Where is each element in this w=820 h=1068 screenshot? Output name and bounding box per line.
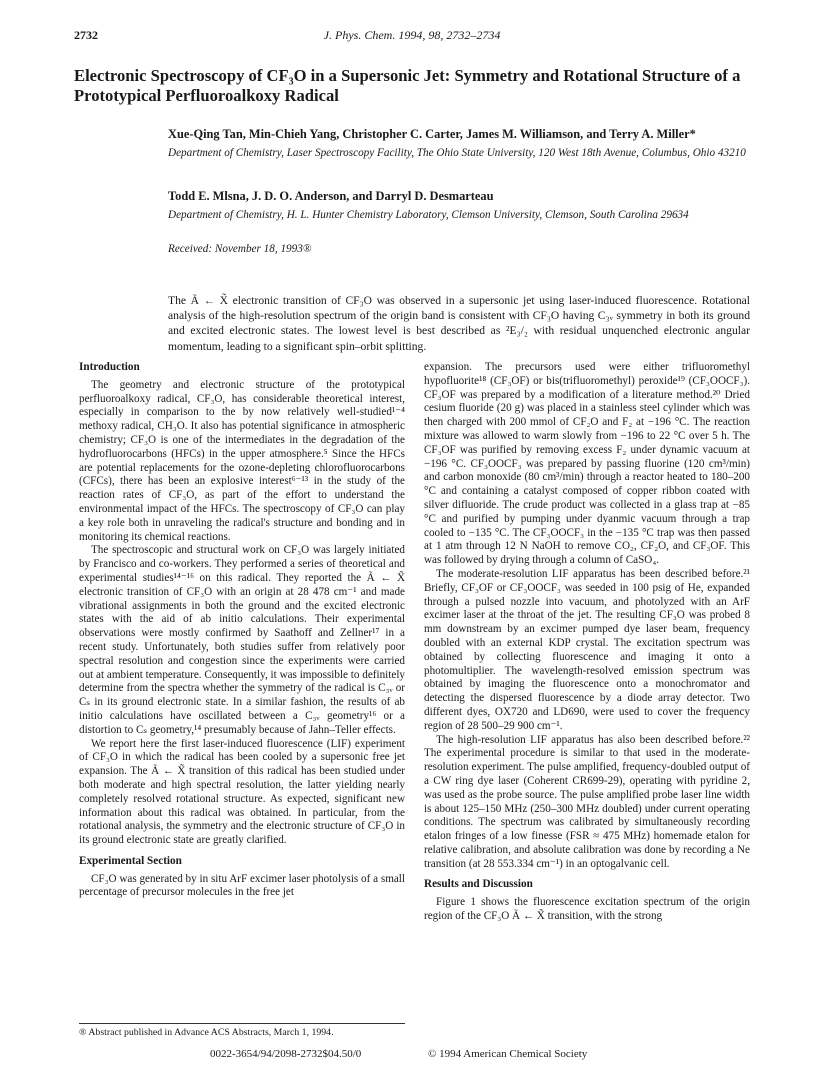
article-title: Electronic Spectroscopy of CF₃O in a Supersonic Jet: Symmetry and Rotational Structure of a Prototypical Perfluoroalkoxy Radical <box>74 66 741 105</box>
experimental-paragraph-2: expansion. The precursors used were either trifluoromethyl hypofluorite¹⁸ (CF₃OF) or bis(trifluoromethyl) peroxide¹⁹ (CF₃OOCF₃). CF₃OF was prepared by a modification of a literature method.²⁰ Dried cesium fluoride (20 g) was placed in a stainless steel cylinder which was then charged with 200 mmol of CF₂O and F₂ at −196 °C. The reaction mixture was allowed to warm slowly from −196 to 22 °C over 5 h. The CF₃OF was purified by removing excess F₂ under dynamic vacuum at −196 °C. CF₃OOCF₃ was prepared by passing fluorine (120 cm³/min) and carbon monoxide (80 cm³/min) through a reactor heated to 180–200 °C and containing a catalyst composed of copper ribbon coated with silver difluoride. The crude product was collected in a glass trap at −85 °C and purified by pumping under dyanmic vacuum through a trap cooled to −135 °C. The CF₃OOCF₃ in the −135 °C trap was then passed at 1 atm through 12 N NaOH to remove CO₂, CF₂O, and CF₃OF. This was followed by drying through a column of CaSO₄. <box>424 361 750 567</box>
results-paragraph-1: Figure 1 shows the fluorescence excitation spectrum of the origin region of the CF₃O Ã ← X̃ transition, with the strong <box>424 896 750 923</box>
footnote: ® Abstract published in Advance ACS Abstracts, March 1, 1994. <box>79 1027 334 1038</box>
experimental-paragraph-4: The high-resolution LIF apparatus has also been described before.²² The experimental procedure is similar to that used in the moderate-resolution experiment. The pulse amplified, frequency-doubled output of a CW ring dye laser (Coherent CR699-29), operating with pyridine 2, was used as the probe source. The pulse amplified probe laser line width is about 125–150 MHz (250–300 MHz doubled) under current operating conditions. The spectrum was calibrated by simultaneously recording etalon fringes of a low finesse (FSR ≈ 475 MHz) homemade etalon for relative calibration, and absolute calibration was done by recording a Ne transition (at 28 553.334 cm⁻¹) in an optogalvanic cell. <box>424 733 750 870</box>
footnote-divider <box>79 1023 405 1024</box>
author-list-1: Xue-Qing Tan, Min-Chieh Yang, Christopher C. Carter, James M. Williamson, and Terry A. Miller* <box>168 127 696 141</box>
article-code: 0022-3654/94/2098-2732$04.50/0 <box>210 1048 362 1060</box>
intro-paragraph-3: We report here the first laser-induced fluorescence (LIF) experiment of CF₃O in which the radical has been cooled by a supersonic free jet expansion. The Ã ← X̃ transition of this radical has been studied under both moderate and high spectral resolution, the latter yielding nearly completely resolved rotational structure. As expected, significant new information about this radical was obtained. In particular, from the rotational analysis, the symmetry and the electronic structure of CF₃O in its ground electronic state are greatly clarified. <box>79 737 405 847</box>
page-number: 2732 <box>74 28 98 42</box>
affiliation-1: Department of Chemistry, Laser Spectroscopy Facility, The Ohio State University, 120 West 18th Avenue, Columbus, Ohio 43210 <box>168 147 746 159</box>
experimental-paragraph-3: The moderate-resolution LIF apparatus has been described before.²¹ Briefly, CF₃OF or CF₃OOCF₃ was seeded in 100 psig of He, expanded through a pulsed nozzle into vacuum, and photolyzed with an ArF excimer laser at the throat of the jet. The resulting CF₃O was probed 8 mm downstream by an excimer pumped dye laser beam, frequency doubled with an external KDP crystal. The excitation spectrum was obtained by collecting fluorescence and imaging it onto a photomultiplier. The wavelength-resolved emission spectrum was obtained by imaging the fluorescence onto a monochromator and detecting the dispersed fluorescence by a diode array detector. Two different dyes, OX720 and LD690, were used to cover the frequency region of 28 500–29 900 cm⁻¹. <box>424 567 750 732</box>
running-header <box>74 28 750 46</box>
experimental-paragraph-1: CF₃O was generated by in situ ArF excimer laser photolysis of a small percentage of precursor molecules in the free jet <box>79 872 405 899</box>
experimental-heading: Experimental Section <box>79 854 182 867</box>
abstract: The Ã ← X̃ electronic transition of CF₃O was observed in a supersonic jet using laser-induced fluorescence. Rotational analysis of the high-resolution spectrum of the origin band is consistent with CF₃O having C₃ᵥ symmetry in both its ground and excited electronic states. The lowest level is best described as ²E₃/₂ with residual unquenched electronic angular momentum, leading to a significant spin–orbit splitting. <box>168 294 750 353</box>
results-heading: Results and Discussion <box>424 878 533 891</box>
affiliation-2: Department of Chemistry, H. L. Hunter Chemistry Laboratory, Clemson University, Clemson, South Carolina 29634 <box>168 209 689 221</box>
journal-reference: J. Phys. Chem. 1994, 98, 2732–2734 <box>323 28 501 42</box>
right-column <box>424 361 750 924</box>
author-list-2: Todd E. Mlsna, J. D. O. Anderson, and Darryl D. Desmarteau <box>168 189 494 203</box>
received-date: Received: November 18, 1993® <box>168 243 312 255</box>
introduction-heading: Introduction <box>79 361 140 373</box>
intro-paragraph-2: The spectroscopic and structural work on CF₃O was largely initiated by Francisco and co-workers. They performed a series of theoretical and experimental studies¹⁴⁻¹⁶ on this radical. They reported the Ã ← X̃ electronic transition of CF₃O with an origin at 28 478 cm⁻¹ and made vibrational assignments in both the ground and the excited electronic states with the aid of ab initio calculations. Their experimental observations were mostly confirmed by Saathoff and Zellner¹⁷ in a recent study. Unfortunately, both studies suffer from relatively poor spectral resolution and congestion since the experiments were carried out at ambient temperature. Consequently, it was impossible to definitely determine from the spectra whether the symmetry of the radical is C₃ᵥ or Cₛ in its ground electronic state. In a similar fashion, the results of ab initio calculations have oscillated between a C₃ᵥ geometry¹⁶ or a distortion to Cₛ geometry,¹⁴ presumably because of Jahn–Teller effects. <box>79 544 405 736</box>
copyright: © 1994 American Chemical Society <box>428 1048 588 1060</box>
left-column <box>79 361 405 900</box>
intro-paragraph-1: The geometry and electronic structure of the prototypical perfluoroalkoxy radical, CF₃O, has considerable theoretical interest, especially in comparison to the by now relatively well-studied¹⁻⁴ methoxy radical, CH₃O. It also has potential significance in atmospheric chemistry; CF₃O is one of the intermediates in the degradation of the hydrofluorocarbons (HFCs) in the upper atmosphere.⁵ Since the HFCs are potential replacements for the ozone-depleting chlorofluorocarbons (CFCs), there has been an explosive interest⁶⁻¹³ in the study of the reaction rates of CF₃O, as part of the effort to understand the environmental impact of the HFCs. The spectroscopy of CF₃O can play a key role both in unraveling the radical's structure and bonding and in monitoring its chemical reactions. <box>79 378 405 543</box>
